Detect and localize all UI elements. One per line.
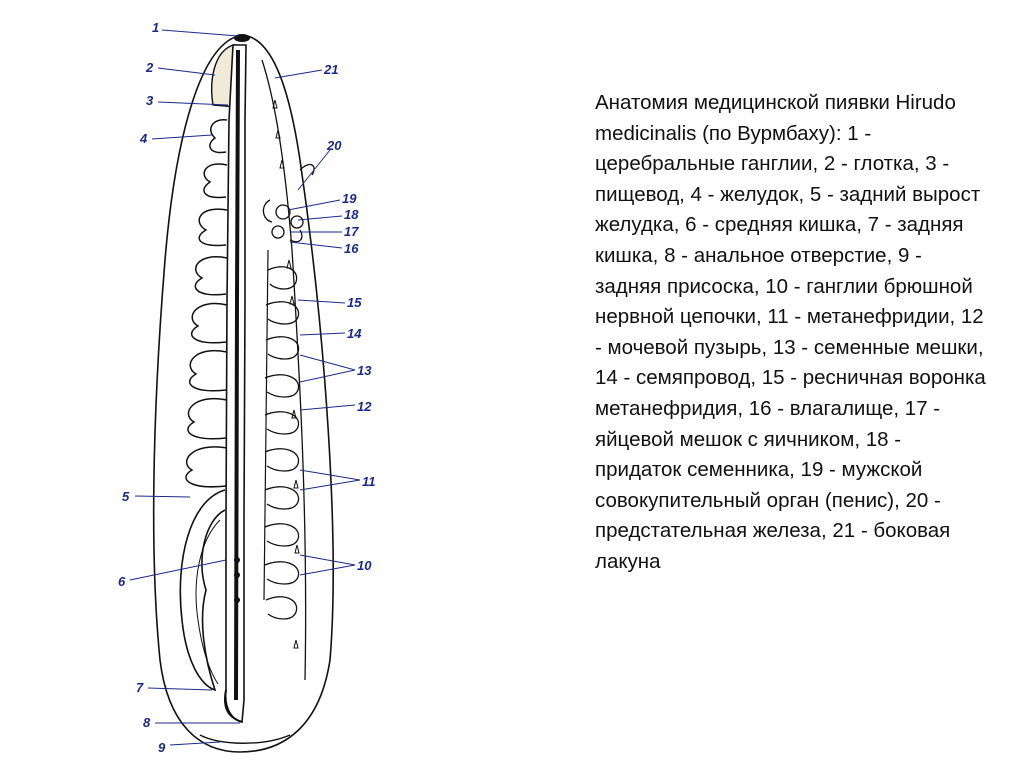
label-17: 17 xyxy=(344,224,359,239)
label-5: 5 xyxy=(122,489,130,504)
label-21: 21 xyxy=(324,62,339,77)
leech-anatomy-diagram xyxy=(100,10,400,767)
label-3: 3 xyxy=(146,93,154,108)
label-20: 20 xyxy=(327,138,342,153)
label-11: 11 xyxy=(362,474,376,489)
label-16: 16 xyxy=(344,241,359,256)
label-8: 8 xyxy=(143,715,151,730)
label-9: 9 xyxy=(158,740,166,755)
label-10: 10 xyxy=(357,558,372,573)
label-14: 14 xyxy=(347,326,362,341)
label-12: 12 xyxy=(357,399,372,414)
label-18: 18 xyxy=(344,207,359,222)
label-4: 4 xyxy=(140,131,148,146)
label-7: 7 xyxy=(136,680,144,695)
label-15: 15 xyxy=(347,295,362,310)
label-19: 19 xyxy=(342,191,357,206)
label-2: 2 xyxy=(146,60,154,75)
label-1: 1 xyxy=(152,20,160,35)
cerebral-ganglia xyxy=(234,34,250,42)
label-6: 6 xyxy=(118,574,126,589)
label-13: 13 xyxy=(357,363,372,378)
figure-caption: Анатомия медицинской пиявки Hirudo medicinalis (по Вурмбаху): 1 - церебральные ганглии, 2 - глотка, 3 - пищевод, 4 - желудок, 5 - задний вырост желудка, 6 - средняя кишка, 7 - задняя кишка, 8 - анальное отверстие, 9 - задняя присоска, 10 - ганглии брюшной нервной цепочки, 11 - метанефридии, 12 - мочевой пузырь, 13 - семенные мешки, 14 - семяпровод, 15 - ресничная воронка метанефридия, 16 - влагалище, 17 - яйцевой мешок с яичником, 18 - придаток семенника, 19 - мужской совокупительный орган (пенис), 20 - предстательная железа, 21 - боковая лакуна xyxy=(595,91,986,573)
